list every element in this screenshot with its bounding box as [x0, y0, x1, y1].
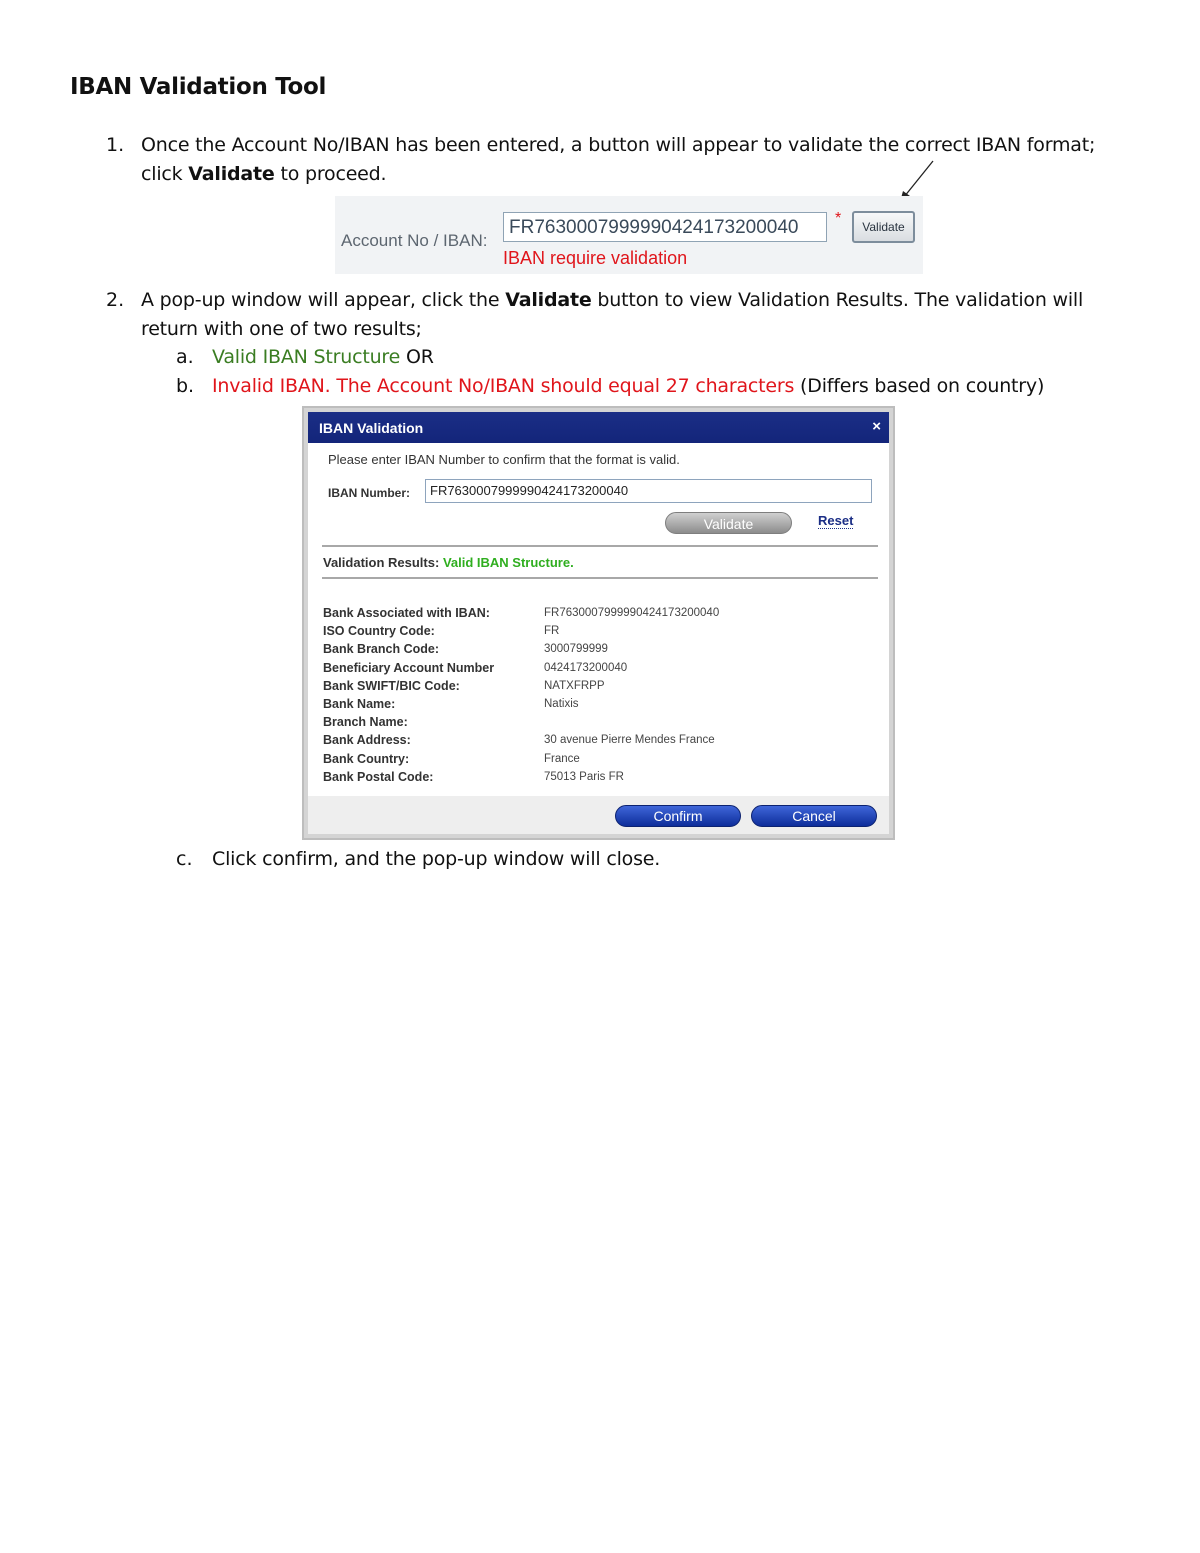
dialog-body — [308, 443, 889, 796]
detail-label: Bank Postal Code: — [323, 769, 434, 784]
result-c-marker: c. — [176, 848, 193, 870]
detail-row — [323, 770, 863, 788]
result-a-suffix: OR — [400, 346, 434, 368]
validation-results-value: Valid IBAN Structure. — [442, 555, 574, 570]
step-1-validate-bold: Validate — [188, 163, 275, 185]
step-2-number: 2. — [106, 289, 125, 311]
detail-value: 3000799999 — [544, 643, 608, 656]
step-1-text — [141, 131, 1141, 189]
step-1-line-1: Once the Account No/IBAN has been entered, a button will appear to validate the correct IBAN format; — [141, 134, 1096, 156]
step-1-line-2-pre: click — [141, 163, 189, 185]
result-a-marker: a. — [176, 346, 194, 368]
step-2-line-1 — [141, 286, 1141, 315]
detail-row — [323, 642, 863, 660]
result-c-text: Click confirm, and the pop-up window will close. — [212, 848, 661, 870]
cancel-button[interactable]: Cancel — [751, 805, 877, 827]
dialog-title: IBAN Validation — [319, 420, 424, 436]
detail-value: Natixis — [544, 697, 579, 710]
page-title: IBAN Validation Tool — [70, 74, 327, 100]
detail-label: Bank Country: — [323, 751, 410, 766]
validation-results — [323, 555, 574, 570]
bank-details-list — [323, 606, 863, 788]
step-1-line-2 — [141, 160, 1141, 189]
detail-row — [323, 606, 863, 624]
divider — [322, 545, 878, 547]
detail-value: FR7630007999990424173200040 — [544, 607, 720, 619]
detail-row — [323, 733, 863, 751]
result-a-text: Valid IBAN Structure — [212, 346, 401, 368]
result-b-suffix: (Differs based on country) — [794, 375, 1045, 397]
detail-row — [323, 661, 863, 679]
step-2-line-1-pre: A pop-up window will appear, click the — [141, 289, 506, 311]
detail-label: Branch Name: — [323, 715, 408, 730]
close-icon[interactable]: × — [872, 418, 881, 435]
detail-value: NATXFRPP — [544, 679, 605, 692]
required-asterisk: * — [835, 210, 842, 227]
iban-number-input[interactable]: FR7630007999990424173200040 — [425, 479, 872, 503]
detail-row — [323, 697, 863, 715]
detail-row — [323, 752, 863, 770]
dialog-hint: Please enter IBAN Number to confirm that the format is valid. — [328, 452, 680, 467]
detail-label: Bank Name: — [323, 696, 396, 711]
detail-label: Bank Associated with IBAN: — [323, 606, 490, 620]
detail-label: Bank Address: — [323, 733, 411, 748]
dialog-header — [308, 412, 889, 443]
step-2-validate-bold: Validate — [505, 289, 592, 311]
detail-value: 0424173200040 — [544, 661, 628, 674]
account-iban-input[interactable]: FR7630007999990424173200040 — [503, 212, 827, 242]
detail-value: France — [544, 752, 580, 765]
step-2-line-2: return with one of two results; — [141, 318, 422, 340]
result-b-marker: b. — [176, 375, 195, 397]
detail-value: 30 avenue Pierre Mendes France — [544, 734, 715, 747]
step-2-text — [141, 286, 1141, 344]
step-1-line-2-post: to proceed. — [274, 163, 387, 185]
validate-button[interactable]: Validate — [852, 211, 915, 243]
detail-label: ISO Country Code: — [323, 624, 435, 639]
dialog-validate-button[interactable]: Validate — [665, 512, 792, 534]
account-iban-screenshot — [335, 196, 923, 274]
detail-row — [323, 715, 863, 733]
validation-error-message: IBAN require validation — [503, 248, 688, 268]
reset-link[interactable]: Reset — [818, 513, 854, 528]
step-2-line-1-post: button to view Validation Results. The validation will — [591, 289, 1084, 311]
confirm-button[interactable]: Confirm — [615, 805, 741, 827]
detail-label: Bank SWIFT/BIC Code: — [323, 678, 460, 693]
detail-label: Bank Branch Code: — [323, 642, 439, 657]
result-a — [212, 343, 434, 372]
detail-row — [323, 624, 863, 642]
result-b-text: Invalid IBAN. The Account No/IBAN should equal 27 characters — [212, 375, 795, 397]
detail-value: FR — [544, 625, 560, 638]
dialog-footer — [308, 796, 889, 834]
detail-label: Beneficiary Account Number — [323, 660, 495, 675]
step-1-number: 1. — [106, 134, 125, 156]
iban-validation-dialog — [302, 406, 895, 840]
result-b — [212, 372, 1044, 401]
iban-number-label: IBAN Number: — [328, 486, 411, 500]
account-iban-label: Account No / IBAN: — [341, 231, 488, 250]
validation-results-label: Validation Results: — [323, 555, 440, 570]
divider — [322, 577, 878, 579]
detail-value: 75013 Paris FR — [544, 770, 624, 783]
detail-row — [323, 679, 863, 697]
